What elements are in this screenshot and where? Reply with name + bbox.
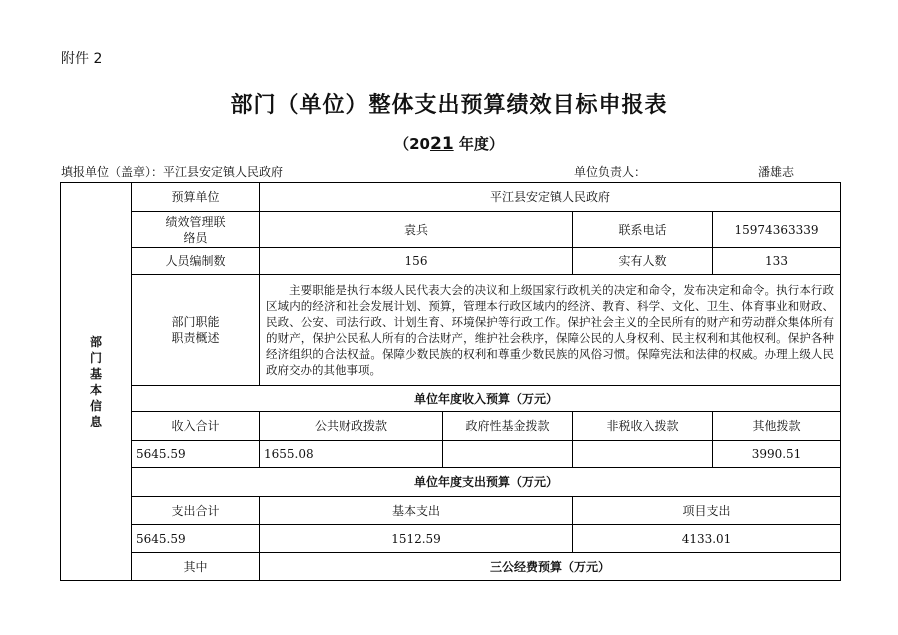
unit-head-name: 潘雄志 bbox=[758, 165, 795, 179]
income-header-total: 收入合计 bbox=[132, 412, 260, 441]
staff-quota-label: 人员编制数 bbox=[132, 248, 260, 275]
expense-header-project: 项目支出 bbox=[573, 497, 841, 525]
among-label: 其中 bbox=[132, 553, 260, 581]
unit-head-label: 单位负责人： bbox=[574, 165, 647, 179]
table-row bbox=[61, 183, 841, 212]
income-value-total: 5645.59 bbox=[132, 441, 260, 468]
table-row bbox=[61, 441, 841, 468]
phone-value: 15974363339 bbox=[713, 212, 841, 248]
table-row bbox=[61, 497, 841, 525]
table-row bbox=[61, 468, 841, 497]
perf-contact-label: 绩效管理联络员 bbox=[132, 212, 260, 248]
phone-label: 联系电话 bbox=[573, 212, 713, 248]
budget-unit-label: 预算单位 bbox=[132, 183, 260, 212]
income-header-gov-fund: 政府性基金拨款 bbox=[443, 412, 573, 441]
year-suffix: 年度） bbox=[453, 135, 504, 153]
reporting-unit: 填报单位（盖章）：平江县安定镇人民政府 bbox=[61, 165, 284, 179]
year-number: 21 bbox=[429, 134, 454, 154]
perf-contact-value: 袁兵 bbox=[260, 212, 573, 248]
expense-header-basic: 基本支出 bbox=[260, 497, 573, 525]
table-row bbox=[61, 412, 841, 441]
attachment-label: 附件 2 bbox=[61, 51, 103, 67]
fiscal-year bbox=[0, 133, 898, 154]
actual-staff-label: 实有人数 bbox=[573, 248, 713, 275]
three-public-section-title: 三公经费预算（万元） bbox=[260, 553, 841, 581]
actual-staff-value: 133 bbox=[713, 248, 841, 275]
income-header-other: 其他拨款 bbox=[713, 412, 841, 441]
expense-value-total: 5645.59 bbox=[132, 525, 260, 553]
table-row bbox=[61, 248, 841, 275]
expense-value-basic: 1512.59 bbox=[260, 525, 573, 553]
staff-quota-value: 156 bbox=[260, 248, 573, 275]
duty-label: 部门职能职责概述 bbox=[132, 275, 260, 386]
budget-unit-value: 平江县安定镇人民政府 bbox=[260, 183, 841, 212]
income-value-non-tax bbox=[573, 441, 713, 468]
form-title: 部门（单位）整体支出预算绩效目标申报表 bbox=[230, 93, 668, 118]
income-header-non-tax: 非税收入拨款 bbox=[573, 412, 713, 441]
budget-performance-table bbox=[60, 182, 841, 581]
year-prefix: （20 bbox=[394, 135, 430, 153]
income-header-public-finance: 公共财政拨款 bbox=[260, 412, 443, 441]
income-value-other: 3990.51 bbox=[713, 441, 841, 468]
duty-description: 主要职能是执行本级人民代表大会的决议和上级国家行政机关的决定和命令，发布决定和命令。执行本行政区域内的经济和社会发展计划、预算，管理本行政区域内的经济、教育、科学、文化、卫生、体育事业和财政、民政、公安、司法行政、计划生育、环境保护等行政工作。保护社会主义的全民所有的财产和劳动群众集体所有的财产，保护公民私人所有的合法财产，维护社会秩序，保障公民的人身权利、民主权利和其他权利。保护各种经济组织的合法权益。保障少数民族的权利和尊重少数民族的风俗习惯。保障宪法和法律的权威。办理上级人民政府交办的其他事项。 bbox=[260, 275, 841, 386]
table-row bbox=[61, 553, 841, 581]
table-row bbox=[61, 275, 841, 386]
table-row bbox=[61, 212, 841, 248]
expense-header-total: 支出合计 bbox=[132, 497, 260, 525]
table-row bbox=[61, 386, 841, 412]
expense-value-project: 4133.01 bbox=[573, 525, 841, 553]
table-row bbox=[61, 525, 841, 553]
section-side-label: 部门基本信息 bbox=[61, 183, 132, 581]
income-section-title: 单位年度收入预算（万元） bbox=[132, 386, 841, 412]
income-value-gov-fund bbox=[443, 441, 573, 468]
income-value-public-finance: 1655.08 bbox=[260, 441, 443, 468]
expense-section-title: 单位年度支出预算（万元） bbox=[132, 468, 841, 497]
